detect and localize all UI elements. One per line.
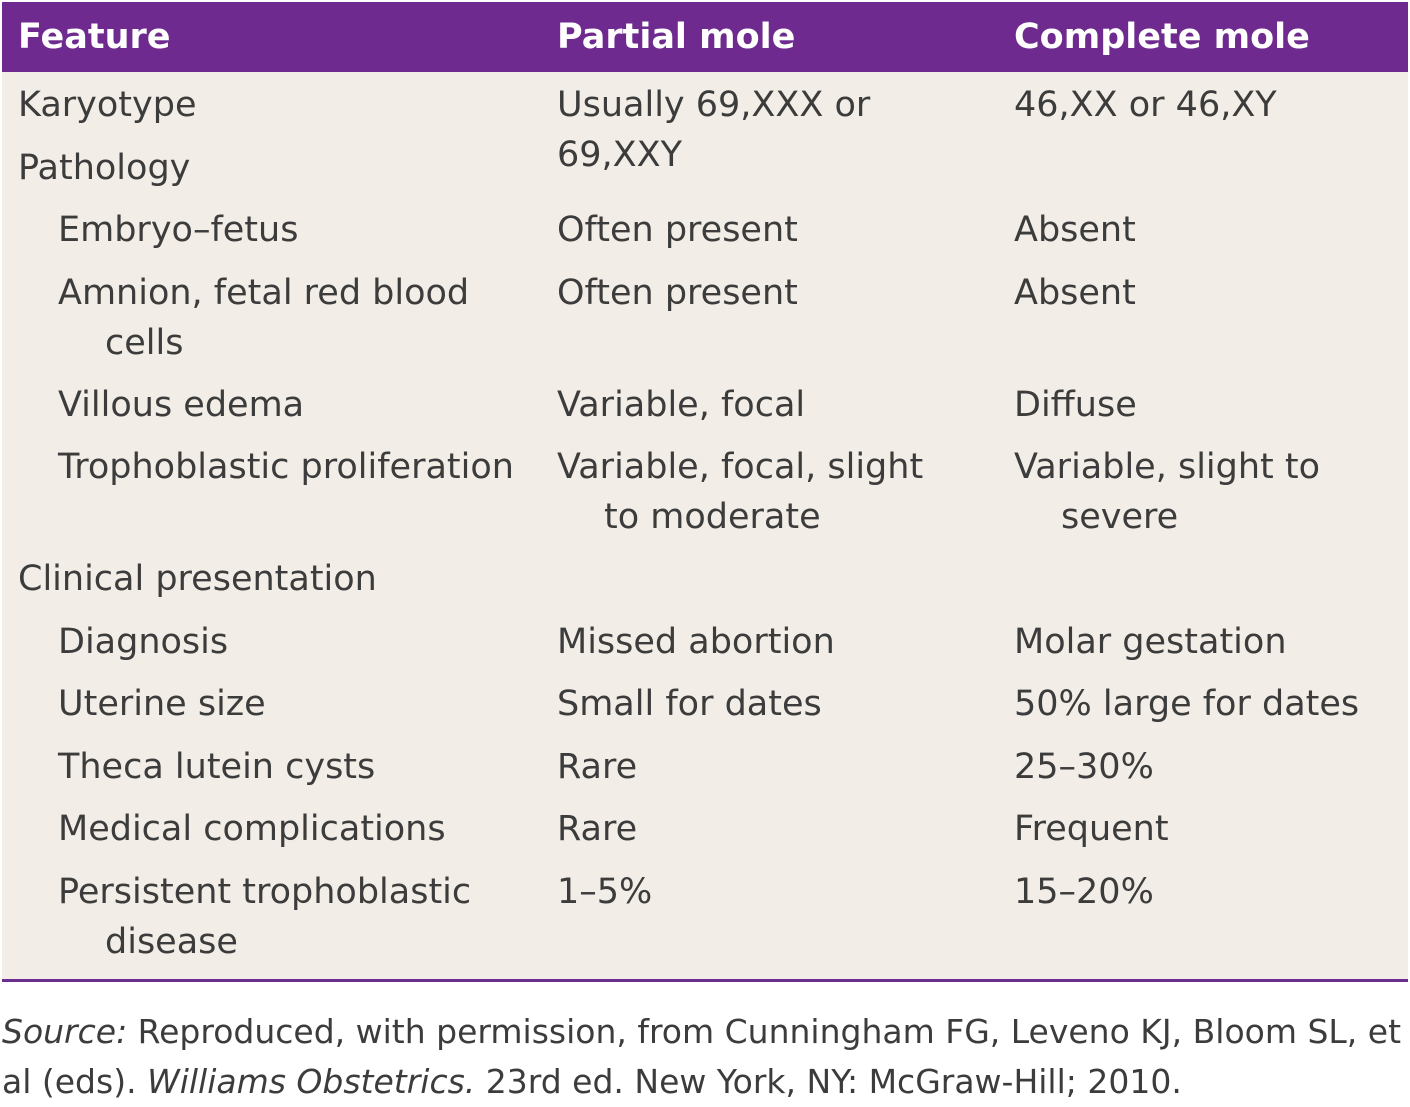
row-partial: Rare: [557, 747, 638, 787]
row-feature: Amnion, fetal red blood cells: [58, 273, 470, 363]
row-feature: Theca lutein cysts: [58, 747, 376, 787]
header-complete-mole: Complete mole: [1014, 17, 1310, 57]
row-complete: Frequent: [1014, 809, 1169, 849]
row-feature: Karyotype: [18, 85, 197, 125]
row-feature: Embryo–fetus: [58, 210, 299, 250]
row-complete: Absent: [1014, 210, 1136, 250]
row-complete: Diffuse: [1014, 385, 1137, 425]
row-feature: Villous edema: [58, 385, 305, 425]
source-text-1: Reproduced, with permission, from Cunningham FG, Leveno KJ, Bloom SL, et al (eds).: [2, 1012, 1402, 1101]
row-complete: Molar gestation: [1014, 622, 1287, 662]
row-partial: Often present: [557, 210, 798, 250]
row-feature: Clinical presentation: [18, 559, 377, 599]
source-text-2: 23rd ed. New York, NY: McGraw-Hill; 2010.: [475, 1062, 1182, 1101]
comparison-table: [2, 2, 1408, 982]
row-complete: 46,XX or 46,XY: [1014, 85, 1277, 125]
row-partial: Variable, focal: [557, 385, 806, 425]
row-complete: Variable, slight to severe: [1014, 447, 1321, 537]
row-feature: Uterine size: [58, 684, 266, 724]
source-book-title: Williams Obstetrics.: [147, 1062, 476, 1101]
row-partial: Often present: [557, 273, 798, 313]
row-feature: Medical complications: [58, 809, 446, 849]
row-complete: 15–20%: [1014, 872, 1154, 912]
source-citation: [2, 1007, 1402, 1107]
row-partial: Missed abortion: [557, 622, 835, 662]
header-partial-mole: Partial mole: [557, 17, 796, 57]
row-partial: Usually 69,XXX or 69,XXY: [557, 85, 871, 175]
source-label: Source:: [2, 1012, 128, 1051]
row-complete: Absent: [1014, 273, 1136, 313]
row-feature: Pathology: [18, 148, 191, 188]
row-partial: Rare: [557, 809, 638, 849]
table-header: [2, 2, 1408, 72]
row-feature: Diagnosis: [58, 622, 229, 662]
header-feature: Feature: [18, 17, 171, 57]
row-partial: Small for dates: [557, 684, 822, 724]
row-partial: Variable, focal, slight to moderate: [557, 447, 924, 537]
row-complete: 25–30%: [1014, 747, 1154, 787]
row-partial: 1–5%: [557, 872, 653, 912]
row-complete: 50% large for dates: [1014, 684, 1360, 724]
row-feature: Persistent trophoblastic disease: [58, 872, 472, 962]
row-feature: Trophoblastic proliferation: [58, 447, 514, 487]
